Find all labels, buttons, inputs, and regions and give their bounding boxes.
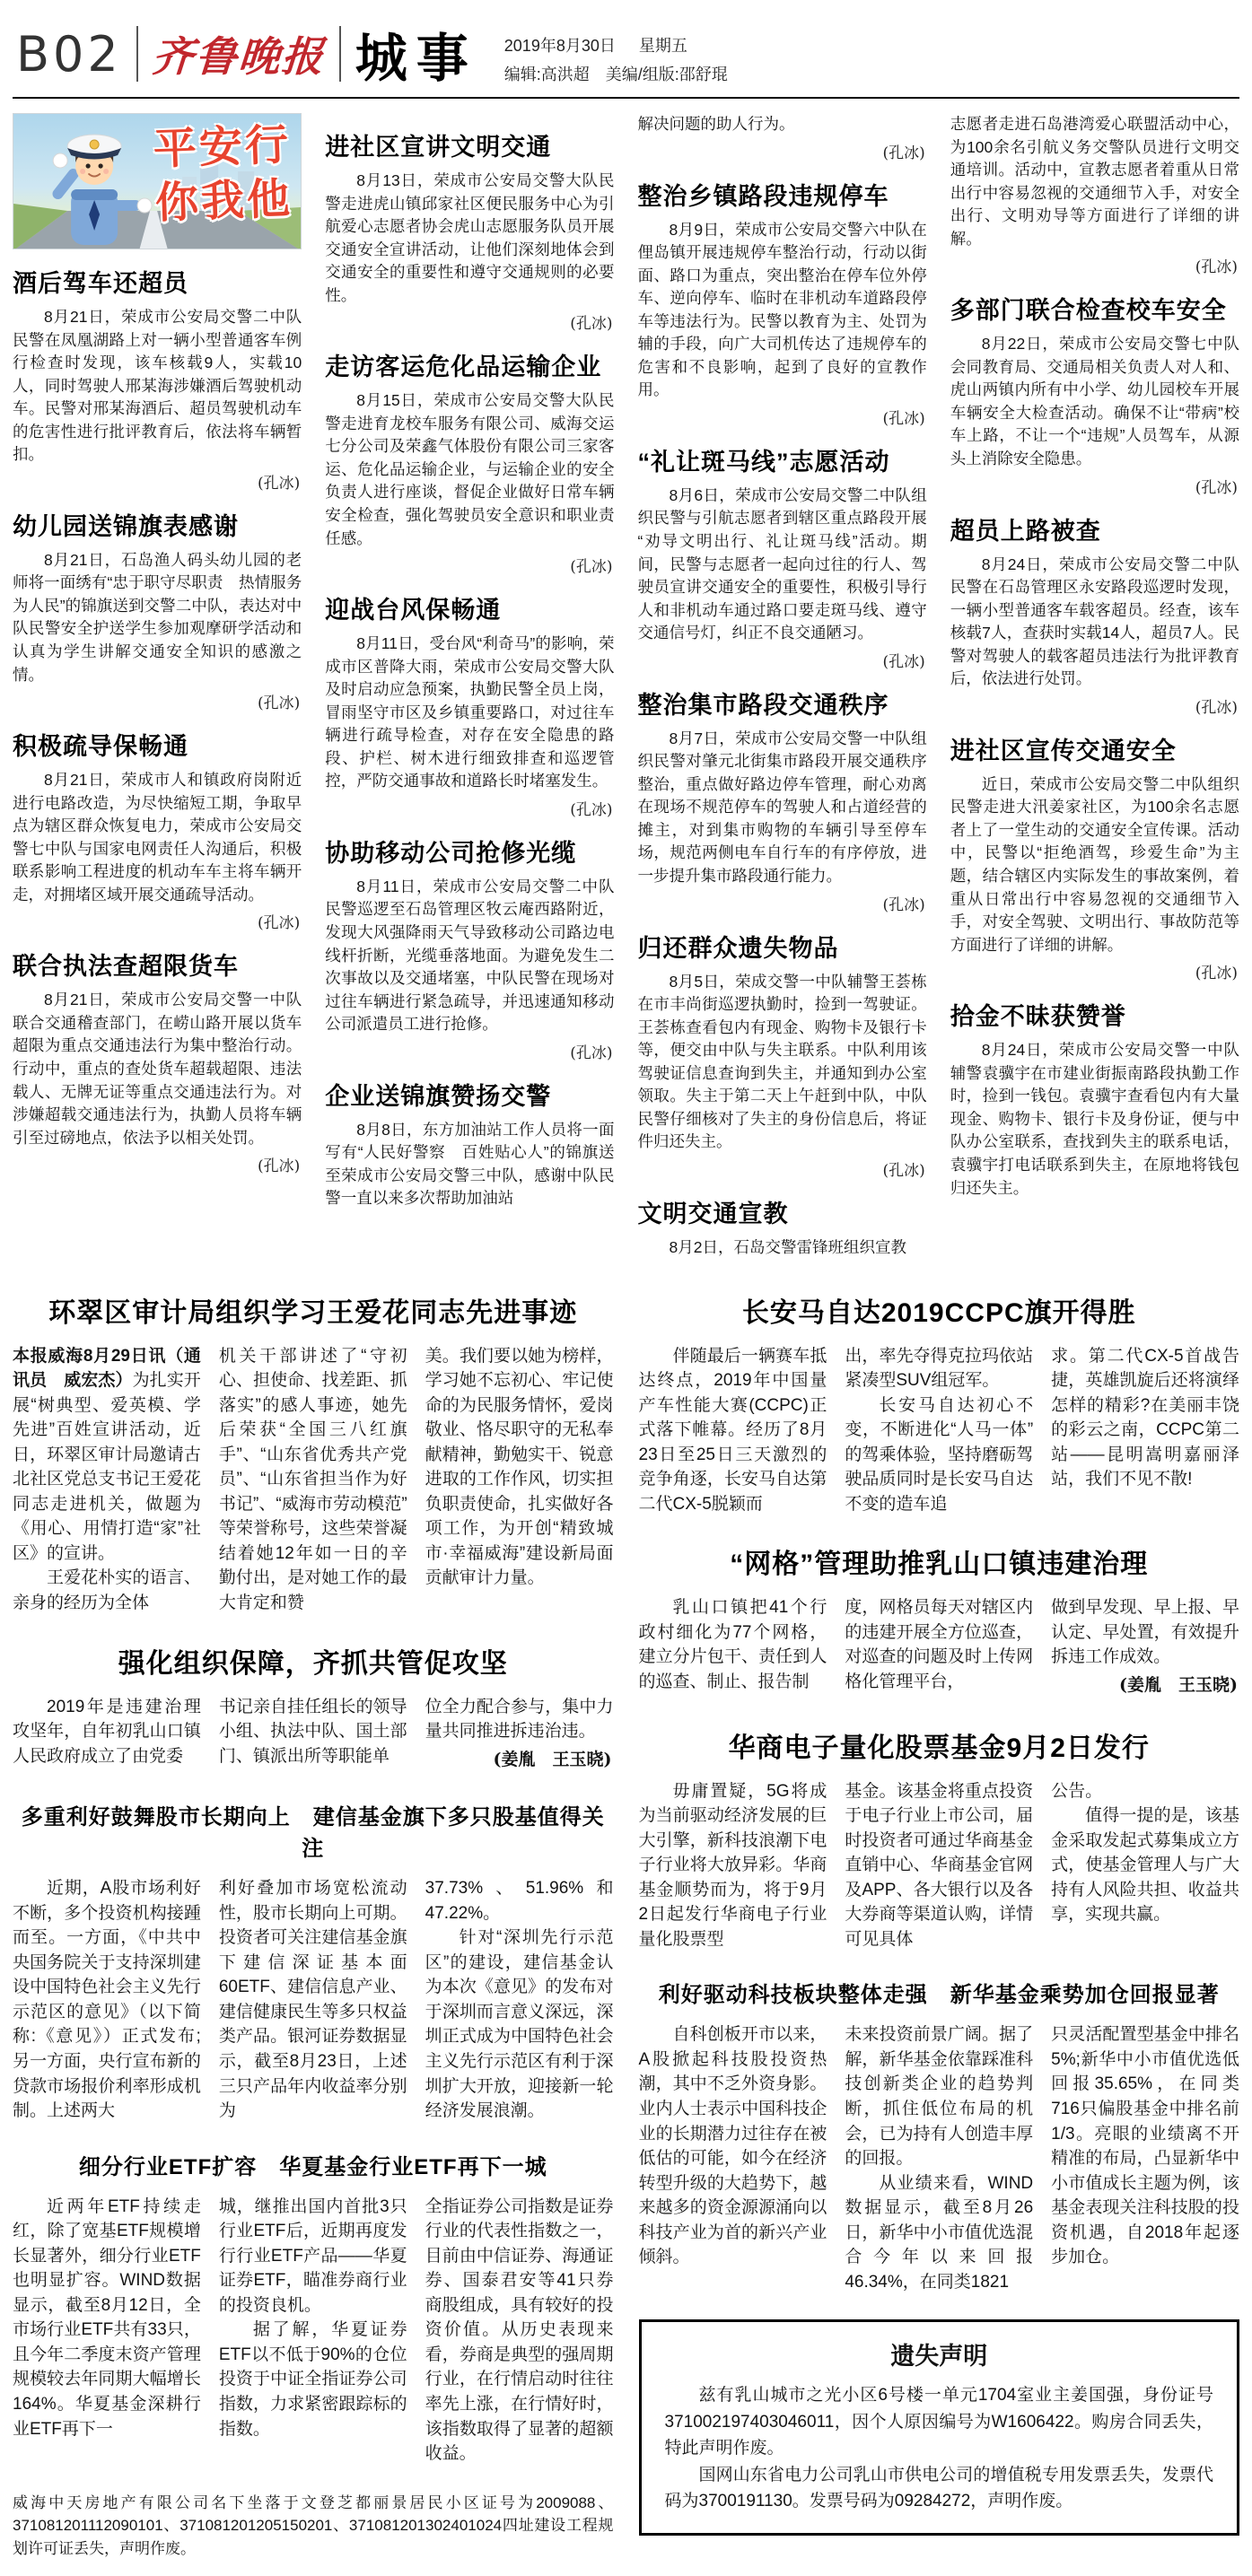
date-text: 2019年8月30日: [503, 36, 616, 55]
article-paragraph: 只灵活配置型基金中排名5%;新华中小市值优选低回报35.65%，在同类716只偏股基金中排名前1/3。亮眼的业绩离不开精准的布局，凸显新华中小市值成长主题为例，该基金表现关注科技股的投资机遇，自2018年起逐步加仓。: [1051, 2025, 1239, 2267]
article-paragraph: 毋庸置疑，5G将成为当前驱动经济发展的巨大引擎，新科技浪潮下电子行业将大放异彩。华商基金顺势而为，将于9月2日起发行华商电子行业量化股票型: [638, 1781, 827, 1949]
article-headline: 环翠区审计局组织学习王爱花同志先进事迹: [48, 1297, 578, 1328]
brief-column-4: [950, 113, 1239, 1260]
brief-paragraph: 8月2日，石岛交警雷锋班组织宣教: [669, 1237, 906, 1256]
lower-page-region: [13, 1287, 1239, 2561]
article-paragraph: 未来投资前景广阔。据了解，新华基金依靠踩准科技创新类企业的趋势判断，抓住低位布局的机会，已为持有人创造丰厚的回报。: [845, 2025, 1034, 2169]
article-huaxia-etf: [13, 2149, 614, 2467]
date-line: [504, 31, 728, 60]
byline: (孔冰): [1195, 698, 1238, 717]
article-paragraph: 城，继推出国内首批3只行业ETF后，近期再度发行行业ETF产品——华夏证券ETF，瞄准券商行业的投资良机。: [218, 2196, 407, 2315]
byline: (孔冰): [570, 1043, 613, 1062]
article-paragraph: 做到早发现、早上报、早认定、早处置，有效提升拆违工作成效。: [1051, 1598, 1239, 1667]
article-column: [219, 2195, 407, 2467]
brief-paragraph: 8月8日，东方加油站工作人员将一面写有“人民好警察 百姓贴心人”的锦旗送至荣成市公安局交警三中队，感谢中队民警一直以来多次帮助加油站: [325, 1120, 615, 1208]
brief-paragraph: 8月15日，荣成市公安局交警大队民警走进育龙校车服务有限公司、威海交运七分公司及荣鑫气体股份有限公司三家客运、危化品运输企业，与运输企业的安全负责人进行座谈，督促企业做好日常车辆安全检查，强化驾驶员安全意识和职业责任感。: [325, 391, 615, 547]
brief-paragraph: 8月21日，荣成市公安局交警二中队民警在凤凰湖路上对一辆小型普通客车例行检查时发现，该车核载9人，实载10人，同时驾驶人邢某海涉嫌酒后驾驶机动车。民警对邢某海酒后、超员驾驶机动车的危害性进行批评教育后，依法将车辆暂扣。: [13, 308, 302, 464]
brief-paragraph: 8月9日，荣成市公安局交警六中队在俚岛镇开展违规停车整治行动，行动以街面、路口为重点，突出整治在停车位外停车、逆向停车、临时在非机动车道路段停车等违法行为。民警以教育为主、处罚为辅的手段，向广大司机传达了违规停车的危害和不良影响，起到了良好的宣教作用。: [637, 220, 927, 399]
article-paragraph: 度，网格员每天对辖区内的违建开展全方位巡查，对巡查的问题及时上传网格化管理平台，: [845, 1598, 1034, 1691]
brief-paragraph: 8月21日，荣成市人和镇政府岗附近进行电路改造，为尽快缩短工期，争取早点为辖区群众恢复电力，荣成市公安局交警七中队与国家电网责任人沟通后，积极联系影响工程进度的机动车车主将车辆开走，对拥堵区域开展交通疏导活动。: [13, 771, 302, 904]
article-column: [639, 1595, 827, 1699]
brief-headline: 拾金不昧获赞誉: [950, 1003, 1126, 1031]
brief-headline: 文明交通宣教: [637, 1200, 789, 1227]
article-paragraph: 伴随最后一辆赛车抵达终点，2019年中国量产车性能大赛(CCPC)正式落下帷幕。经历了8月23日至25日三天激烈的竞争角逐，长安马自达第二代CX-5脱颖而: [638, 1346, 827, 1514]
article-headline: 细分行业ETF扩容 华夏基金行业ETF再下一城: [78, 2154, 547, 2179]
article-columns: [13, 1695, 614, 1775]
byline: (孔冰): [1195, 478, 1238, 497]
article-paragraph: 自科创板开市以来，A股掀起科技股投资热潮，其中不乏外资身影。业内人士表示中国科技企业的长期潜力过往存在被低估的可能，如今在经济转型升级的大趋势下，越来越多的资金源源涌向以科技产业为首的新兴产业倾斜。: [638, 2025, 827, 2267]
article-column: [13, 1344, 201, 1616]
article-paragraph: 王爱花朴实的语言、亲身的经历为全体: [13, 1568, 201, 1612]
article-headline: 长安马自达2019CCPC旗开得胜: [741, 1297, 1136, 1328]
brief-paragraph: 8月22日，荣成市公安局交警七中队会同教育局、交通局相关负责人对人和、虎山两镇内所有中小学、幼儿园校车开展车辆安全大检查活动。确保不让“带病”校车上路，不让一个“违规”人员驾车，从源头上消除安全隐患。: [950, 335, 1239, 468]
brief-headline: 企业送锦旗赞扬交警: [325, 1082, 552, 1110]
article-column: [13, 2195, 201, 2467]
brief-headline: 进社区宣讲文明交通: [325, 134, 552, 161]
article-paragraph: 针对“深圳先行示范区”的建设，建信基金认为本次《意见》的发布对于深圳而言意义深远，深圳正式成为中国特色社会主义先行示范区有利于深圳扩大开放，迎接新一轮经济发展浪潮。: [425, 1928, 614, 2121]
article-paragraph: 近两年ETF持续走红，除了宽基ETF规模增长显著外，细分行业ETF也明显扩容。WIND数据显示，截至8月12日，全市场行业ETF共有33只，且今年二季度末资产管理规模较去年同期大幅增长164%。华夏基金深耕行业ETF再下一: [13, 2196, 201, 2439]
newspaper-logo: 齐鲁晚报: [150, 32, 327, 81]
article-column: [639, 1779, 827, 1952]
article-xinhua-fund-tech: [639, 1977, 1240, 2294]
article-headline: 利好驱动科技板块整体走强 新华基金乘势加仓回报显著: [658, 1983, 1220, 2008]
brief-paragraph: 8月21日，石岛渔人码头幼儿园的老师将一面绣有“忠于职守尽职责 热情服务为人民”的锦旗送到交警二中队，表达对中队民警安全护送学生参加观摩研学活动和认真为学生讲解交通安全知识的感激之情。: [13, 550, 302, 684]
byline: (姜胤 王玉晓): [493, 1749, 612, 1769]
section-title: 城事: [355, 28, 477, 89]
article-columns: [13, 1876, 614, 2123]
byline: (孔冰): [257, 914, 301, 933]
brief-column-3: [638, 113, 927, 1260]
header-divider: [136, 26, 138, 82]
article-column: [845, 2022, 1033, 2294]
brief-paragraph: 近日，荣成市公安局交警二中队组织民警走进大汛姜家社区，为100余名志愿者上了一堂生动的交通安全宣传课。活动中，民警以“拒绝酒驾，珍爱生命”为主题，结合辖区内实际发生的事故案例，着重从日常出行中容易忽视的交通细节入手，对安全驾驶、文明出行、事故防范等方面进行了详细的讲解。: [950, 774, 1239, 954]
article-column: [845, 1344, 1033, 1517]
header-rule: [13, 97, 1239, 99]
article-paragraph: 美。我们要以她为榜样，学习她不忘初心、牢记使命的为民服务情怀，爱岗敬业、恪尽职守的无私奉献精神，勤勉实干、锐意进取的工作作风，切实担负职责使命，扎实做好各项工作，为开创“精致城市·幸福威海”建设新局面贡献审计力量。: [425, 1346, 614, 1588]
article-paragraph: 本报威海8月29日讯（通讯员 威宏杰）为扎实开展“树典型、爱英模、学先进”百姓宣讲活动，近日，环翠区审计局邀请古北社区党总支书记王爱花同志走进机关，做题为《用心、用情打造“家”社区》的宣讲。: [13, 1346, 201, 1563]
brief-headline: 酒后驾车还超员: [13, 270, 188, 297]
article-paragraph: 长安马自达初心不变，不断进化“人马一体”的驾乘体验，坚持磨砺驾驶品质同时是长安马自达不变的造车追: [845, 1395, 1034, 1514]
brief-headline: 协助移动公司抢修光缆: [325, 839, 577, 867]
byline: (孔冰): [1195, 965, 1238, 983]
byline: (孔冰): [257, 694, 301, 713]
editor-line: 编辑:高洪超 美编/组版:邵舒琨: [503, 65, 728, 83]
article-column: [845, 1779, 1033, 1952]
byline: (孔冰): [257, 1157, 301, 1176]
byline: (孔冰): [257, 474, 301, 493]
article-paragraph: 出，率先夺得克拉玛依站紧凑型SUV组冠军。: [845, 1346, 1034, 1391]
page-number: B02: [16, 25, 122, 83]
poster-slogan-line1: 平安行: [153, 121, 293, 174]
article-grid-management: [639, 1541, 1240, 1699]
article-column: [639, 1344, 827, 1517]
article-paragraph: 利好叠加市场宽松流动性，股市长期向上可期。投资者可关注建信基金旗下建信深证基本面60ETF、建信信息产业、建信健康民生等多只权益类产品。银河证券数据显示，截至8月23日，上述三只产品年内收益率分别为: [218, 1879, 407, 2121]
byline: (孔冰): [882, 652, 925, 671]
brief-paragraph: 8月24日，荣成市公安局交警一中队辅警袁骥宇在市建业街振南路段执勤工作时，捡到一钱包。袁骥宇查看包内有大量现金、购物卡、银行卡及身份证，便与中队办公室联系，查找到失主的联系电话，袁骥宇打电话联系到失主，在原地将钱包归还失主。: [950, 1041, 1239, 1197]
article-column: [1051, 1344, 1239, 1517]
brief-column-1: [13, 113, 302, 1260]
poster-slogan-line2: 你我他: [154, 175, 294, 228]
brief-headline: 走访客运危化品运输企业: [325, 354, 602, 381]
article-headline: 华商电子量化股票基金9月2日发行: [728, 1733, 1150, 1763]
article-paragraph: 公告。: [1051, 1781, 1103, 1801]
article-columns: [639, 1595, 1240, 1699]
byline: (孔冰): [570, 315, 613, 334]
byline: (孔冰): [882, 144, 925, 162]
article-column: [425, 1695, 614, 1775]
lost-statement-title: 遗失声明: [890, 2343, 988, 2371]
article-paragraph: 从业绩来看，WIND数据显示，截至8月26日，新华中小市值优选混合今年以来回报46.34%，在同类1821: [845, 2173, 1034, 2292]
brief-paragraph: 志愿者走进石岛港湾爱心联盟活动中心，为100余名引航义务交警队员进行文明交通培训。活动中，宣教志愿者着重从日常出行中容易忽视的交通细节入手，对安全出行、文明劝导等方面进行了详细的讲解。: [950, 115, 1239, 248]
page-header: [13, 9, 1239, 95]
article-paragraph: 乳山口镇把41个行政村细化为77个网格，建立分片包干、责任到人的巡查、制止、报告制: [638, 1598, 827, 1691]
article-paragraph: 2019年是违建治理攻坚年，自年初乳山口镇人民政府成立了由党委: [13, 1697, 201, 1766]
weekday-text: 星期五: [638, 36, 687, 55]
article-headline: 多重利好鼓舞股市长期向上 建信基金旗下多只股基值得关注: [21, 1805, 605, 1862]
article-columns: [13, 2195, 614, 2467]
poster-slogan: [153, 118, 293, 231]
article-paragraph: 全指证券公司指数是证券行业的代表性指数之一，目前由中信证券、海通证券、国泰君安等41只券商股组成，具有较好的投资价值。从历史表现来看，券商是典型的强周期行业，在行情启动时往往率先上涨，在行情好时，该指数取得了显著的超额收益。: [425, 2196, 614, 2464]
article-column: [425, 2195, 614, 2467]
byline: (孔冰): [570, 558, 613, 577]
article-columns: [639, 1344, 1240, 1517]
article-huashang-fund: [639, 1725, 1240, 1952]
article-column: [219, 1344, 407, 1616]
article-audit-bureau-wang-aihua: [13, 1290, 614, 1616]
article-paragraph: 值得一提的是，该基金采取发起式募集成立方式，使基金管理人与广大持有人风险共担、收益共享，实现共赢。: [1051, 1806, 1239, 1925]
brief-headline: 迎战台风保畅通: [325, 597, 502, 624]
article-paragraph: 据了解，华夏证券ETF以不低于90%的仓位投资于中证全指证券公司指数，力求紧密跟踪标的指数。: [218, 2320, 407, 2439]
lower-right-stack: [639, 1287, 1240, 2561]
article-column: [845, 1595, 1033, 1699]
article-strengthen-organization: [13, 1641, 614, 1775]
brief-paragraph: 8月7日，荣成市公安局交警一中队组织民警对肇元北街集市路段开展交通秩序整治，重点做好路边停车管理，耐心劝离在现场不规范停车的驾驶人和占道经营的摊主，对到集市购物的车辆引导至停车场，规范两侧电车自行车的有序停放，进一步提升集市路段通行能力。: [637, 729, 927, 886]
brief-headline: 进社区宣传交通安全: [950, 737, 1177, 764]
article-column: [13, 1695, 201, 1775]
brief-headline: 整治乡镇路段违规停车: [637, 182, 889, 210]
article-column: [219, 1695, 407, 1775]
byline: (孔冰): [1195, 258, 1238, 277]
article-column: [1051, 2022, 1239, 2294]
byline: (孔冰): [882, 1161, 925, 1180]
brief-paragraph: 8月13日，荣成市公安局交警大队民警走进虎山镇邱家社区便民服务中心为引航爱心志愿者协会虎山志愿服务队员开展交通安全宣讲活动，让他们深刻地体会到交通安全的重要性和遵守交通规则的必要性。: [325, 171, 615, 304]
classified-notice: 威海中天房地产有限公司名下坐落于文登芝都丽景居民小区证号为2009088、371081201112090101、371081201205150201、371081201302401024四址建设工程规划许可证丢失，声明作废。: [13, 2493, 614, 2557]
article-paragraph: 书记亲自挂任组长的领导小组、执法中队、国土部门、镇派出所等职能单: [218, 1697, 407, 1766]
lower-left-stack: [13, 1287, 614, 2561]
brief-paragraph: 8月11日，荣成市公安局交警二中队民警巡逻至石岛管理区牧云庵西路附近，发现大风强降雨天气导致移动公司路边电线杆折断，光缆垂落地面。为避免发生二次事故以及交通堵塞，中队民警在现场对过往车辆进行紧急疏导，并迅速通知移动公司派遣员工进行抢修。: [325, 877, 615, 1034]
byline: (孔冰): [882, 895, 925, 914]
brief-paragraph: 8月5日，荣成交警一中队辅警王荟栋在市丰尚街巡逻执勤时，捡到一驾驶证。王荟栋查看包内有现金、购物卡及银行卡等，便交由中队与失主联系。中队利用该驾驶证信息查询到失主，并通知到办公室领取。失主于第二天上午赶到中队，中队民警仔细核对了失主的身份信息后，将证件归还失主。: [637, 972, 927, 1151]
article-paragraph: 求。第二代CX-5首战告捷，英雄凯旋后还将演绎怎样的精彩?在美丽丰饶的彩云之南，CCPC第二站——昆明嵩明嘉丽泽站，我们不见不散!: [1051, 1346, 1239, 1489]
article-changan-mazda-ccpc: [639, 1290, 1240, 1517]
article-column: [425, 1876, 614, 2123]
header-meta: [504, 19, 728, 90]
brief-headline: 归还群众遗失物品: [637, 934, 839, 962]
byline: (孔冰): [882, 409, 925, 428]
brief-paragraph: 8月11日，受台风“利奇马”的影响，荣成市区普降大雨，荣成市公安局交警大队及时启动应急预案，执勤民警全员上岗，冒雨坚守市区及乡镇重要路口，对过往车辆进行疏导检查，对存在安全隐患的路段、护栏、树木进行细致排查和巡逻管控，严防交通事故和道路长时堵塞发生。: [325, 634, 615, 790]
article-jianxin-funds: [13, 1799, 614, 2123]
brief-headline: 联合执法查超限货车: [13, 953, 239, 981]
brief-headline: 超员上路被查: [950, 517, 1101, 545]
traffic-safety-poster: [13, 113, 302, 249]
brief-paragraph: 8月6日，荣成市公安局交警二中队组织民警与引航志愿者到辖区重点路段开展“劝导文明出行、礼让斑马线”活动。期间，民警与志愿者一起向过往的行人、驾驶员宣讲交通安全的重要性，积极引导行人和非机动车通过路口要走斑马线、遵守交通信号灯，纠正不良交通陋习。: [637, 485, 927, 642]
brief-headline: “礼让斑马线”志愿活动: [637, 448, 890, 476]
article-column: [1051, 1779, 1239, 1952]
brief-column-2: [325, 113, 614, 1260]
article-columns: [13, 1344, 614, 1616]
article-paragraph: 近期，A股市场利好不断，多个投资机构接踵而至。一方面，《中共中央国务院关于支持深圳建设中国特色社会主义先行示范区的意见》（以下简称:《意见》）正式发布;另一方面，央行宣布新的贷款市场报价利率形成机制。上述两大: [13, 1879, 201, 2121]
article-headline: 强化组织保障，齐抓共管促攻坚: [118, 1648, 508, 1679]
lost-statement-paragraph: 兹有乳山城市之光小区6号楼一单元1704室业主姜国强，身份证号371002197403046011，因个人原因编号为W1606422。购房合同丢失，特此声明作废。: [664, 2386, 1213, 2458]
brief-paragraph: 解决问题的助人行为。: [637, 115, 795, 133]
article-column: [425, 1344, 614, 1616]
article-column: [639, 2022, 827, 2294]
article-column: [1051, 1595, 1239, 1699]
article-paragraph: 位全力配合参与，集中力量共同推进拆违治违。: [425, 1697, 614, 1742]
article-paragraph: 机关干部讲述了“守初心、担使命、找差距、抓落实”的感人事迹，她先后荣获“全国三八红旗手”、“山东省优秀共产党员”、“山东省担当作为好书记”、“威海市劳动模范”等荣誉称号，这些荣誉凝结着她12年如一日的辛勤付出，是对她工作的最大肯定和赞: [218, 1346, 407, 1612]
lost-statement-paragraph: 国网山东省电力公司乳山市供电公司的增值税专用发票丢失，发票代码为3700191130。发票号码为09284272，声明作废。: [664, 2465, 1213, 2511]
article-paragraph: 基金。该基金将重点投资于电子行业上市公司，届时投资者可通过华商基金直销中心、华商基金官网及APP、各大银行以及各大券商等渠道认购，详情可见具体: [845, 1781, 1034, 1949]
byline: (姜胤 王玉晓): [1119, 1674, 1238, 1695]
article-column: [13, 1876, 201, 2123]
dateline-lead: 本报威海8月29日讯（通讯员 威宏杰）: [13, 1346, 201, 1391]
brief-headline: 积极疏导保畅通: [13, 733, 188, 761]
article-paragraph: 37.73%、51.96%和47.22%。: [425, 1879, 614, 1923]
article-column: [219, 1876, 407, 2123]
byline: (孔冰): [570, 800, 613, 819]
article-columns: [639, 2022, 1240, 2294]
header-divider: [339, 26, 341, 82]
brief-headline: 幼儿园送锦旗表感谢: [13, 512, 239, 540]
lost-statement-box: [639, 2319, 1240, 2535]
brief-headline: 整治集市路段交通秩序: [637, 691, 889, 719]
brief-paragraph: 8月21日，荣成市公安局交警一中队联合交通稽查部门，在崂山路开展以货车超限为重点交通违法行为集中整治行动。行动中，重点的查处货车超载超限、违法载人、无牌无证等重点交通违法行为。对涉嫌超载交通违法行为，执勤人员将车辆引至过磅地点，依法予以相关处罚。: [13, 991, 302, 1147]
article-columns: [639, 1779, 1240, 1952]
brief-headline: 多部门联合检查校车安全: [950, 297, 1227, 325]
brief-paragraph: 8月24日，荣成市公安局交警二中队民警在石岛管理区永安路段巡逻时发现，一辆小型普通客车载客超员。经查，该车核载7人，查获时实载14人，超员7人。民警对驾驶人的载客超员违法行为批评教育后，依法进行处罚。: [950, 554, 1239, 688]
article-headline: “网格”管理助推乳山口镇违建治理: [730, 1550, 1149, 1580]
police-briefs-section: [13, 113, 1239, 1260]
